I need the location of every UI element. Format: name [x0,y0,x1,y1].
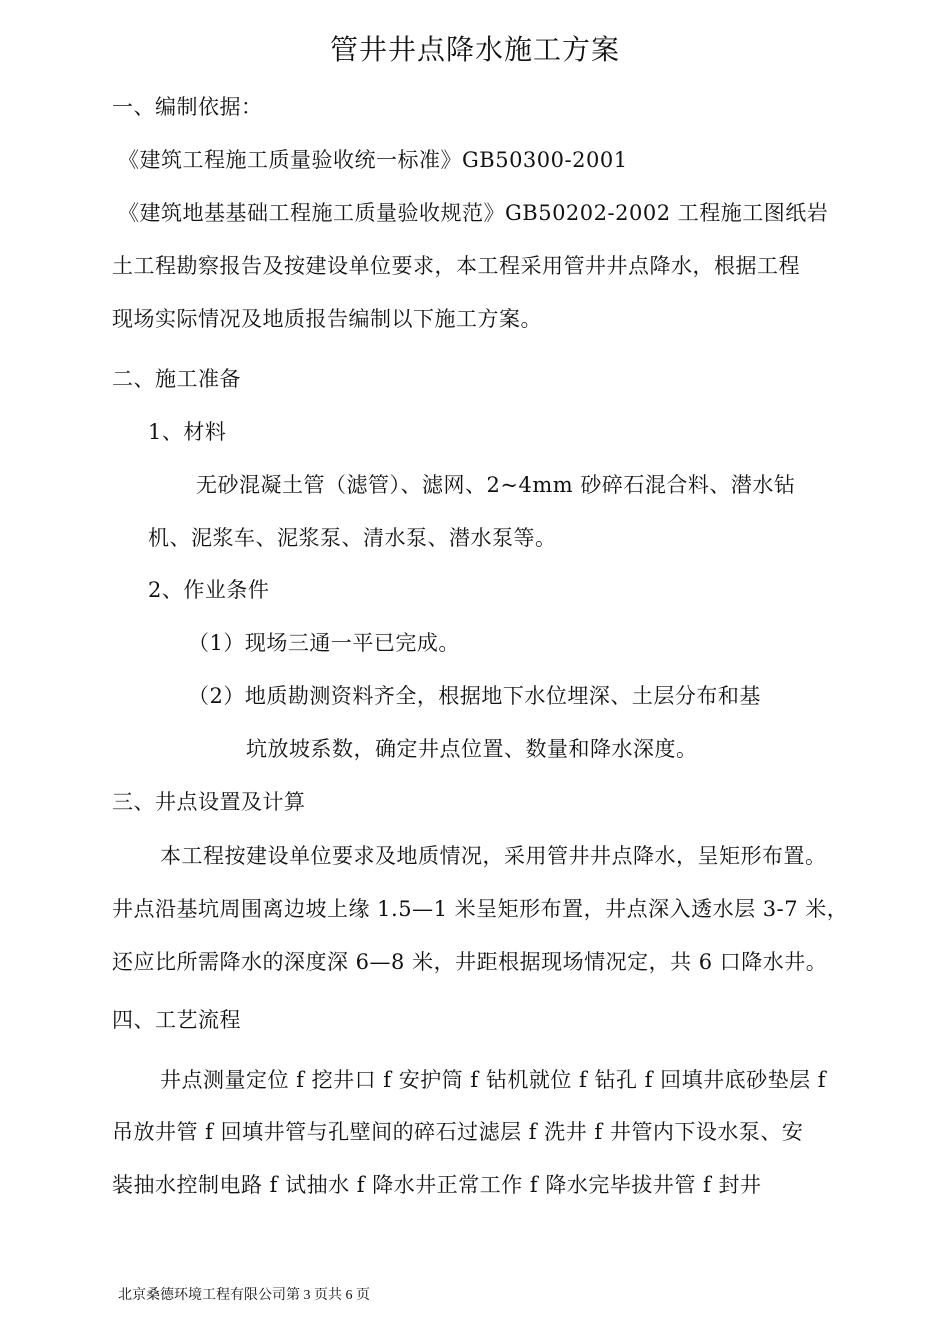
document-title: 管井井点降水施工方案 [329,33,620,66]
basis-standard-2-line-1: 《建筑地基基础工程施工质量验收规范》GB50202-2002 工程施工图纸岩 [118,201,829,225]
section-heading-preparation: 二、施工准备 [112,367,241,391]
process-line-2: 吊放井管 f 回填井管与孔壁间的碎石过滤层 f 洗井 f 井管内下设水泵、安 [112,1120,804,1144]
materials-line-2: 机、泥浆车、泥浆泵、清水泵、潜水泵等。 [148,526,557,550]
section-heading-basis: 一、编制依据： [112,95,263,119]
subheading-materials: 1、材料 [148,420,227,444]
wellpoints-line-3: 还应比所需降水的深度深 6—8 米，井距根据现场情况定，共 6 口降水井。 [112,950,828,974]
wellpoints-line-2: 井点沿基坑周围离边坡上缘 1.5—1 米呈矩形布置，井点深入透水层 3-7 米， [112,897,849,921]
materials-line-1: 无砂混凝土管（滤管）、滤网、2~4mm 砂碎石混合料、潜水钻 [196,473,796,497]
page-footer: 北京桑德环境工程有限公司第 3 页共 6 页 [118,1288,370,1303]
section-heading-wellpoints: 三、井点设置及计算 [112,790,306,814]
condition-item-2-line-1: （2）地质勘测资料齐全，根据地下水位埋深、土层分布和基 [188,684,761,708]
process-line-1: 井点测量定位 f 挖井口 f 安护筒 f 钻机就位 f 钻孔 f 回填井底砂垫层 f [160,1068,827,1092]
basis-standard-1: 《建筑工程施工质量验收统一标准》GB50300-2001 [118,148,628,172]
section-heading-process: 四、工艺流程 [112,1008,241,1032]
process-line-3: 装抽水控制电路 f 试抽水 f 降水井正常工作 f 降水完毕拔井管 f 封井 [112,1173,762,1197]
condition-item-2-line-2: 坑放坡系数，确定井点位置、数量和降水深度。 [246,737,698,761]
wellpoints-line-1: 本工程按建设单位要求及地质情况，采用管井井点降水，呈矩形布置。 [160,844,827,868]
basis-standard-2-line-3: 现场实际情况及地质报告编制以下施工方案。 [112,307,542,331]
basis-standard-2-line-2: 土工程勘察报告及按建设单位要求，本工程采用管井井点降水，根据工程 [112,254,800,278]
condition-item-1: （1）现场三通一平已完成。 [188,631,460,655]
subheading-conditions: 2、作业条件 [148,578,270,602]
